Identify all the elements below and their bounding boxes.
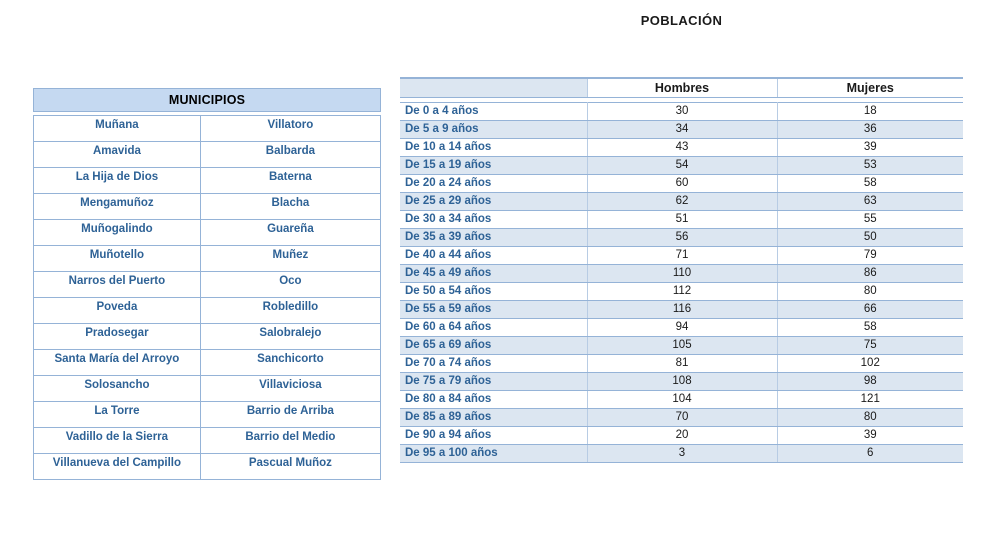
hombres-value-cell: 51 — [587, 210, 777, 228]
municipio-cell: Baterna — [200, 168, 380, 194]
hombres-value-cell: 56 — [587, 228, 777, 246]
poblacion-body — [400, 102, 963, 462]
age-group-cell: De 10 a 14 años — [400, 138, 587, 156]
mujeres-value-cell: 36 — [777, 120, 963, 138]
municipio-cell: Poveda — [34, 298, 201, 324]
municipio-cell: La Hija de Dios — [34, 168, 201, 194]
poblacion-row — [400, 282, 963, 300]
hombres-value-cell: 116 — [587, 300, 777, 318]
mujeres-value-cell: 50 — [777, 228, 963, 246]
municipio-cell: Robledillo — [200, 298, 380, 324]
municipio-cell: Villatoro — [200, 116, 380, 142]
municipios-row — [34, 272, 381, 298]
municipios-row — [34, 350, 381, 376]
age-group-cell: De 90 a 94 años — [400, 426, 587, 444]
hombres-value-cell: 94 — [587, 318, 777, 336]
municipio-cell: Pradosegar — [34, 324, 201, 350]
age-group-cell: De 0 a 4 años — [400, 102, 587, 120]
hombres-value-cell: 60 — [587, 174, 777, 192]
municipio-cell: Narros del Puerto — [34, 272, 201, 298]
mujeres-value-cell: 39 — [777, 138, 963, 156]
poblacion-row — [400, 246, 963, 264]
municipio-cell: Villanueva del Campillo — [34, 454, 201, 480]
municipios-table — [33, 88, 381, 480]
municipios-table-header: MUNICIPIOS — [33, 88, 381, 112]
poblacion-row — [400, 372, 963, 390]
municipio-cell: Balbarda — [200, 142, 380, 168]
municipio-cell: Guareña — [200, 220, 380, 246]
municipio-cell: Muñana — [34, 116, 201, 142]
poblacion-row — [400, 102, 963, 120]
municipios-table-body — [33, 115, 381, 480]
age-group-cell: De 65 a 69 años — [400, 336, 587, 354]
hombres-value-cell: 3 — [587, 444, 777, 462]
municipio-cell: Oco — [200, 272, 380, 298]
poblacion-header — [400, 78, 963, 97]
hombres-value-cell: 112 — [587, 282, 777, 300]
poblacion-row — [400, 408, 963, 426]
poblacion-header-mujeres: Mujeres — [777, 78, 963, 97]
poblacion-header-blank-cell — [400, 78, 587, 97]
hombres-value-cell: 30 — [587, 102, 777, 120]
municipio-cell: Barrio del Medio — [200, 428, 380, 454]
poblacion-header-hombres: Hombres — [587, 78, 777, 97]
hombres-value-cell: 54 — [587, 156, 777, 174]
age-group-cell: De 30 a 34 años — [400, 210, 587, 228]
mujeres-value-cell: 86 — [777, 264, 963, 282]
municipios-row — [34, 168, 381, 194]
age-group-cell: De 70 a 74 años — [400, 354, 587, 372]
mujeres-value-cell: 79 — [777, 246, 963, 264]
age-group-cell: De 95 a 100 años — [400, 444, 587, 462]
poblacion-table-body — [400, 102, 963, 463]
age-group-cell: De 5 a 9 años — [400, 120, 587, 138]
poblacion-header-row — [400, 77, 963, 98]
age-group-cell: De 50 a 54 años — [400, 282, 587, 300]
mujeres-value-cell: 58 — [777, 318, 963, 336]
hombres-value-cell: 104 — [587, 390, 777, 408]
poblacion-row — [400, 318, 963, 336]
hombres-value-cell: 62 — [587, 192, 777, 210]
age-group-cell: De 75 a 79 años — [400, 372, 587, 390]
municipio-cell: Amavida — [34, 142, 201, 168]
mujeres-value-cell: 55 — [777, 210, 963, 228]
mujeres-value-cell: 121 — [777, 390, 963, 408]
mujeres-value-cell: 6 — [777, 444, 963, 462]
age-group-cell: De 85 a 89 años — [400, 408, 587, 426]
poblacion-row — [400, 156, 963, 174]
poblacion-row — [400, 228, 963, 246]
age-group-cell: De 45 a 49 años — [400, 264, 587, 282]
municipio-cell: Barrio de Arriba — [200, 402, 380, 428]
municipio-cell: Santa María del Arroyo — [34, 350, 201, 376]
municipio-cell: Muñotello — [34, 246, 201, 272]
poblacion-row — [400, 354, 963, 372]
age-group-cell: De 55 a 59 años — [400, 300, 587, 318]
municipio-cell: La Torre — [34, 402, 201, 428]
mujeres-value-cell: 58 — [777, 174, 963, 192]
age-group-cell: De 25 a 29 años — [400, 192, 587, 210]
municipios-row — [34, 220, 381, 246]
municipios-body — [34, 116, 381, 480]
municipio-cell: Solosancho — [34, 376, 201, 402]
age-group-cell: De 15 a 19 años — [400, 156, 587, 174]
poblacion-table — [400, 77, 963, 463]
poblacion-row — [400, 264, 963, 282]
poblacion-row — [400, 174, 963, 192]
poblacion-row — [400, 192, 963, 210]
municipios-row — [34, 376, 381, 402]
poblacion-row — [400, 426, 963, 444]
hombres-value-cell: 43 — [587, 138, 777, 156]
municipio-cell: Blacha — [200, 194, 380, 220]
poblacion-row — [400, 210, 963, 228]
mujeres-value-cell: 53 — [777, 156, 963, 174]
age-group-cell: De 35 a 39 años — [400, 228, 587, 246]
municipio-cell: Muñez — [200, 246, 380, 272]
municipios-row — [34, 298, 381, 324]
mujeres-value-cell: 75 — [777, 336, 963, 354]
municipios-row — [34, 194, 381, 220]
age-group-cell: De 40 a 44 años — [400, 246, 587, 264]
municipios-row — [34, 246, 381, 272]
municipios-row — [34, 428, 381, 454]
hombres-value-cell: 20 — [587, 426, 777, 444]
poblacion-row — [400, 444, 963, 462]
poblacion-row — [400, 120, 963, 138]
page-title: POBLACIÓN — [640, 13, 723, 28]
hombres-value-cell: 70 — [587, 408, 777, 426]
hombres-value-cell: 108 — [587, 372, 777, 390]
municipio-cell: Salobralejo — [200, 324, 380, 350]
age-group-cell: De 80 a 84 años — [400, 390, 587, 408]
poblacion-row — [400, 390, 963, 408]
municipios-row — [34, 116, 381, 142]
hombres-value-cell: 81 — [587, 354, 777, 372]
mujeres-value-cell: 63 — [777, 192, 963, 210]
municipio-cell: Mengamuñoz — [34, 194, 201, 220]
mujeres-value-cell: 80 — [777, 282, 963, 300]
municipio-cell: Vadillo de la Sierra — [34, 428, 201, 454]
hombres-value-cell: 110 — [587, 264, 777, 282]
municipio-cell: Muñogalindo — [34, 220, 201, 246]
municipio-cell: Pascual Muñoz — [200, 454, 380, 480]
municipios-row — [34, 454, 381, 480]
age-group-cell: De 20 a 24 años — [400, 174, 587, 192]
mujeres-value-cell: 66 — [777, 300, 963, 318]
mujeres-value-cell: 39 — [777, 426, 963, 444]
mujeres-value-cell: 80 — [777, 408, 963, 426]
poblacion-row — [400, 336, 963, 354]
age-group-cell: De 60 a 64 años — [400, 318, 587, 336]
poblacion-row — [400, 138, 963, 156]
mujeres-value-cell: 102 — [777, 354, 963, 372]
hombres-value-cell: 34 — [587, 120, 777, 138]
municipios-row — [34, 324, 381, 350]
poblacion-row — [400, 300, 963, 318]
mujeres-value-cell: 98 — [777, 372, 963, 390]
hombres-value-cell: 105 — [587, 336, 777, 354]
hombres-value-cell: 71 — [587, 246, 777, 264]
municipio-cell: Sanchicorto — [200, 350, 380, 376]
municipios-row — [34, 142, 381, 168]
mujeres-value-cell: 18 — [777, 102, 963, 120]
municipios-row — [34, 402, 381, 428]
municipio-cell: Villaviciosa — [200, 376, 380, 402]
